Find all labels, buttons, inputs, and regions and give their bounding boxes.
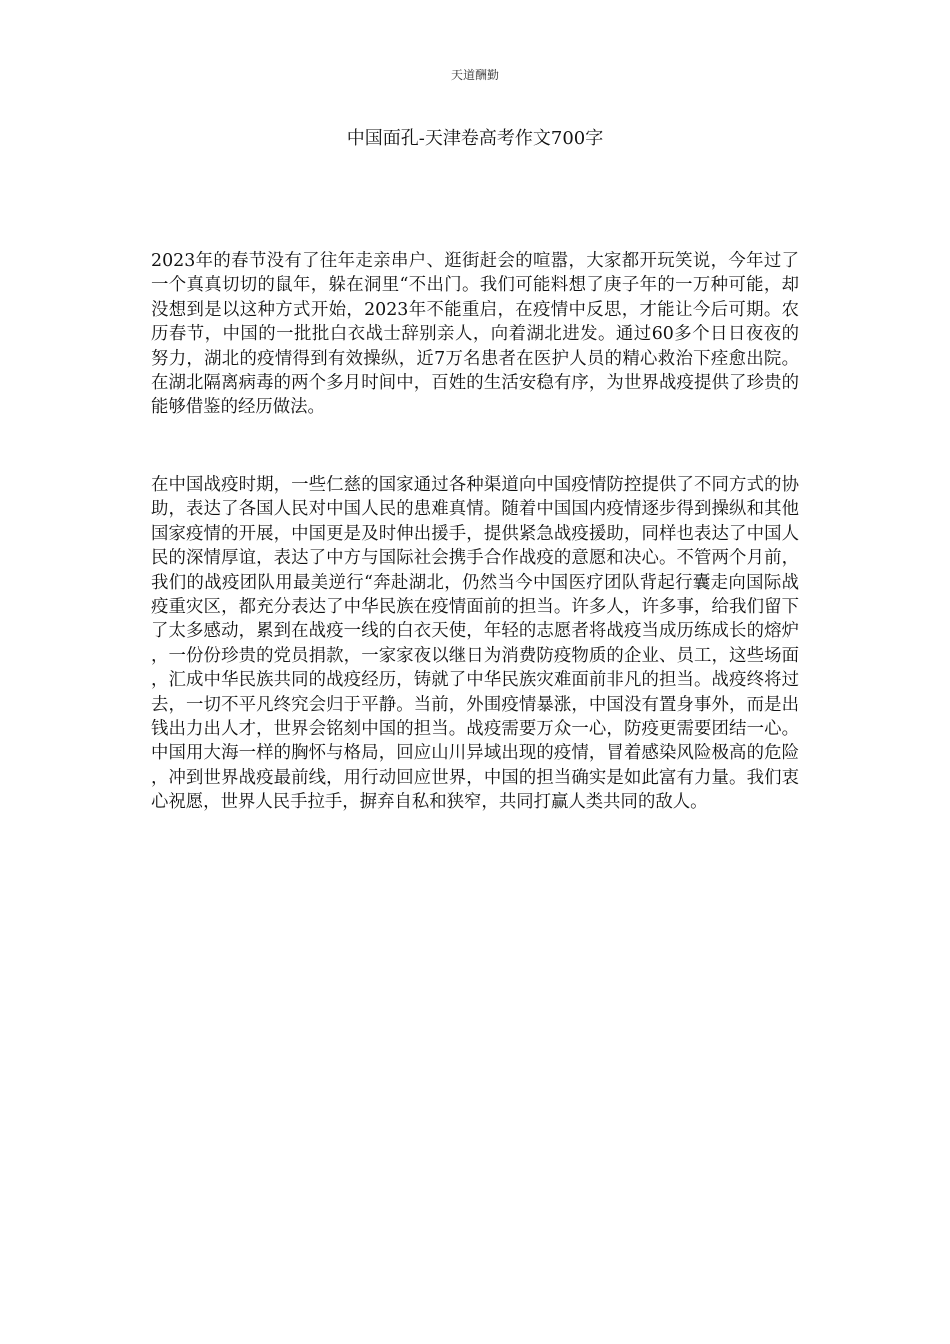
document-title: 中国面孔-天津卷高考作文700字 xyxy=(346,128,604,149)
page-header: 天道酬勤 xyxy=(450,68,499,82)
paragraph-1: 2023年的春节没有了往年走亲串户、逛街赶会的喧嚣，大家都开玩笑说，今年过了一个真真切切的鼠年，躲在洞里“不出门。我们可能料想了庚子年的一万种可能，却没想到是以这种方式开始，2023年不能重启，在疫情中反思，才能让今后可期。农历春节，中国的一批批白衣战士辞别亲人，向着湖北进发。通过60多个日日夜夜的努力，湖北的疫情得到有效操纵，近7万名患者在医护人员的精心救治下痊愈出院。在湖北隔离病毒的两个多月时间中，百姓的生活安稳有序，为世界战疫提供了珍贵的能够借鉴的经历做法。 xyxy=(151,251,799,418)
paragraph-2: 在中国战疫时期，一些仁慈的国家通过各种渠道向中国疫情防控提供了不同方式的协助，表达了各国人民对中国人民的患难真情。随着中国国内疫情逐步得到操纵和其他国家疫情的开展，中国更是及时伸出援手，提供紧急战疫援助，同样也表达了中国人民的深情厚谊，表达了中方与国际社会携手合作战疫的意愿和决心。不管两个月前，我们的战疫团队用最美逆行“奔赴湖北，仍然当今中国医疗团队背起行囊走向国际战疫重灾区，都充分表达了中华民族在疫情面前的担当。许多人，许多事，给我们留下了太多感动，累到在战疫一线的白衣天使，年轻的志愿者将战疫当成历练成长的熔炉，一份份珍贵的党员捐款，一家家夜以继日为消费防疫物质的企业、员工，这些场面，汇成中华民族共同的战疫经历，铸就了中华民族灾难面前非凡的担当。战疫终将过去，一切不平凡终究会归于平静。当前，外围疫情暴涨，中国没有置身事外，而是出钱出力出人才，世界会铭刻中国的担当。战疫需要万众一心，防疫更需要团结一心。中国用大海一样的胸怀与格局，回应山川异域出现的疫情，冒着感染风险极高的危险，冲到世界战疫最前线，用行动回应世界，中国的担当确实是如此富有力量。我们衷心祝愿，世界人民手拉手，摒弃自私和狭窄，共同打赢人类共同的敌人。 xyxy=(151,475,799,813)
